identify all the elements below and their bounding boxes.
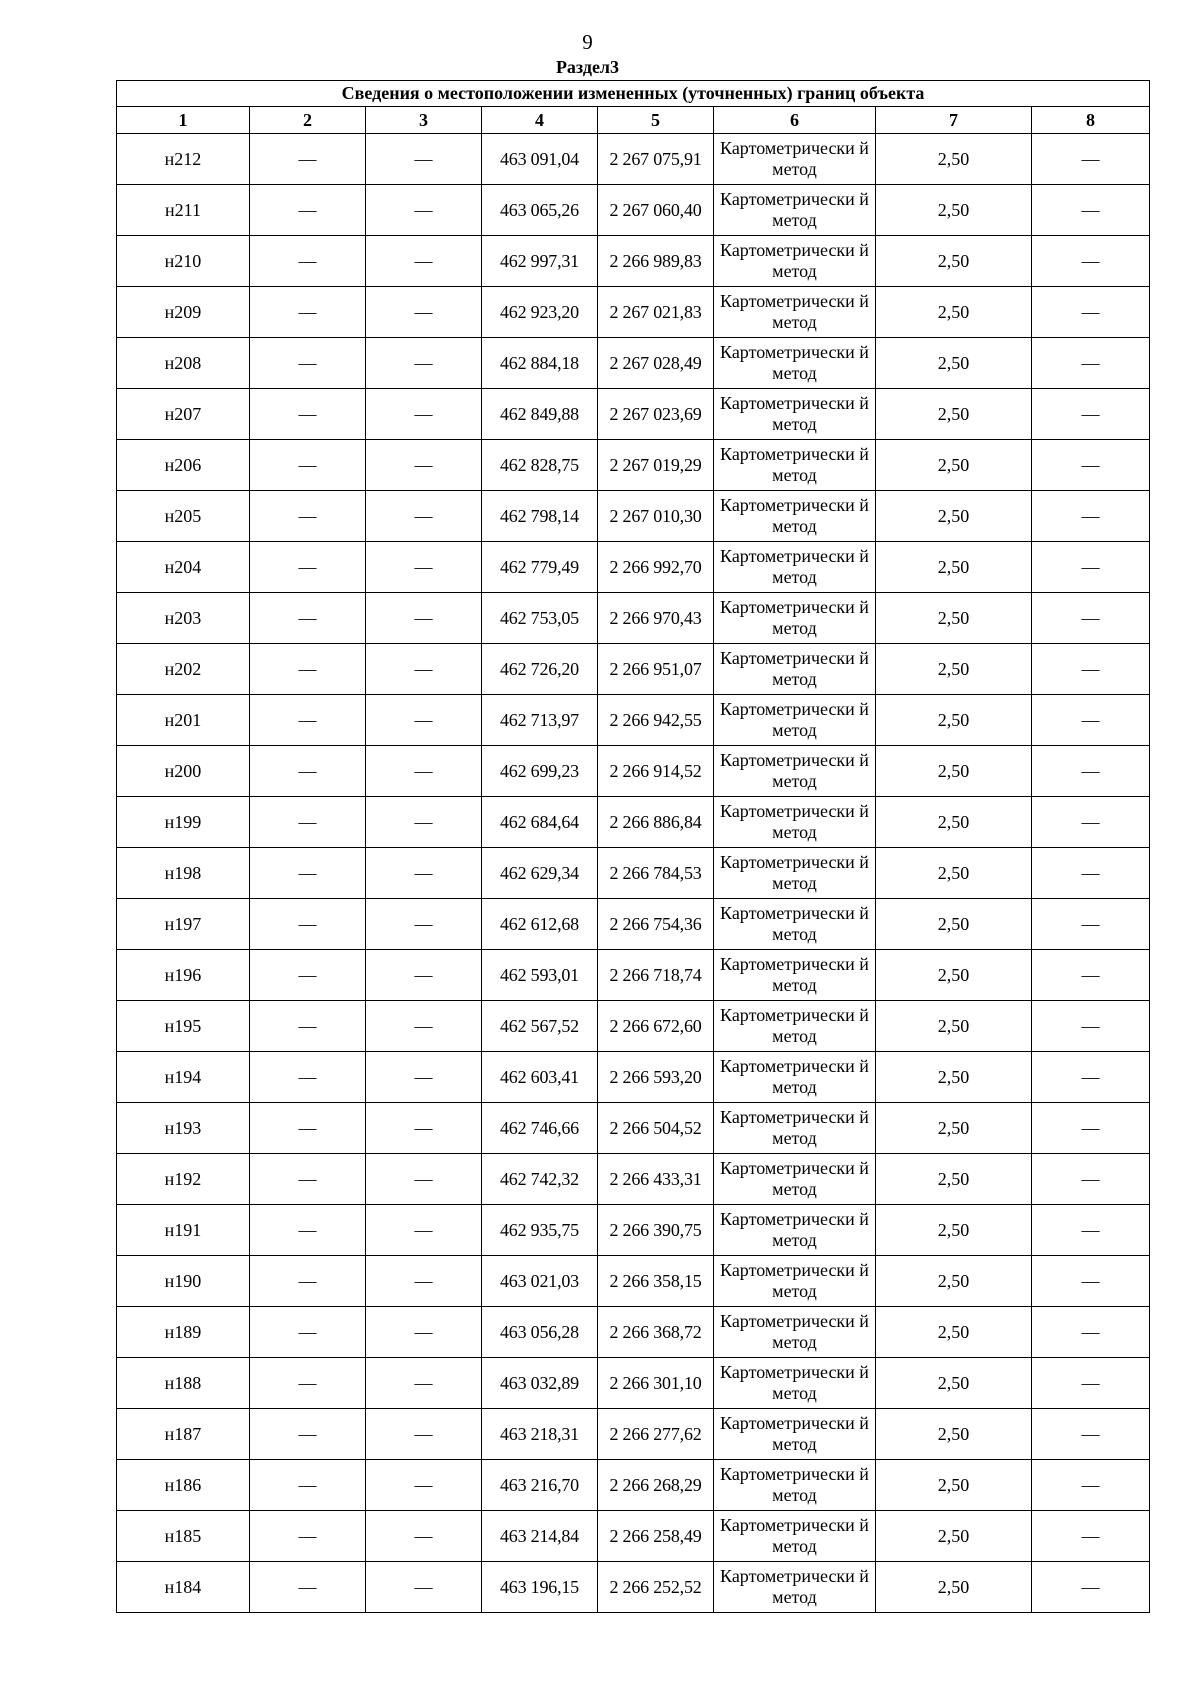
accuracy-cell: 2,50 (876, 236, 1032, 287)
coordinate-x-cell: 462 753,05 (482, 593, 598, 644)
dash-cell: — (250, 593, 366, 644)
dash-cell: — (1032, 644, 1150, 695)
coordinate-y-cell: 2 266 593,20 (598, 1052, 714, 1103)
dash-cell: — (366, 950, 482, 1001)
accuracy-cell: 2,50 (876, 1307, 1032, 1358)
dash-cell: — (1032, 1052, 1150, 1103)
dash-cell: — (366, 1001, 482, 1052)
dash-cell: — (366, 1256, 482, 1307)
dash-cell: — (1032, 236, 1150, 287)
dash-cell: — (1032, 287, 1150, 338)
dash-cell: — (250, 848, 366, 899)
dash-cell: — (366, 1154, 482, 1205)
point-id-cell: н198 (117, 848, 250, 899)
dash-cell: — (366, 1307, 482, 1358)
dash-cell: — (250, 1511, 366, 1562)
dash-cell: — (250, 338, 366, 389)
method-cell: Картометрически й метод (714, 1511, 876, 1562)
dash-cell: — (250, 797, 366, 848)
column-header: 1 (117, 107, 250, 134)
dash-cell: — (1032, 899, 1150, 950)
accuracy-cell: 2,50 (876, 134, 1032, 185)
dash-cell: — (1032, 695, 1150, 746)
point-id-cell: н187 (117, 1409, 250, 1460)
coordinate-x-cell: 463 032,89 (482, 1358, 598, 1409)
accuracy-cell: 2,50 (876, 1460, 1032, 1511)
dash-cell: — (250, 1256, 366, 1307)
coordinate-x-cell: 463 021,03 (482, 1256, 598, 1307)
coordinate-x-cell: 462 567,52 (482, 1001, 598, 1052)
point-id-cell: н211 (117, 185, 250, 236)
table-row (117, 1358, 1150, 1409)
coordinate-x-cell: 462 593,01 (482, 950, 598, 1001)
coordinate-x-cell: 462 997,31 (482, 236, 598, 287)
table-row (117, 848, 1150, 899)
point-id-cell: н209 (117, 287, 250, 338)
dash-cell: — (366, 1358, 482, 1409)
method-cell: Картометрически й метод (714, 440, 876, 491)
coordinate-x-cell: 462 612,68 (482, 899, 598, 950)
table-row (117, 338, 1150, 389)
table-row (117, 542, 1150, 593)
coordinate-x-cell: 462 935,75 (482, 1205, 598, 1256)
method-cell: Картометрически й метод (714, 287, 876, 338)
coordinate-y-cell: 2 267 028,49 (598, 338, 714, 389)
column-header: 5 (598, 107, 714, 134)
dash-cell: — (366, 1052, 482, 1103)
dash-cell: — (1032, 1511, 1150, 1562)
dash-cell: — (250, 1409, 366, 1460)
point-id-cell: н188 (117, 1358, 250, 1409)
point-id-cell: н208 (117, 338, 250, 389)
coordinate-y-cell: 2 266 258,49 (598, 1511, 714, 1562)
method-cell: Картометрически й метод (714, 746, 876, 797)
table-caption-row (117, 81, 1150, 107)
dash-cell: — (1032, 1205, 1150, 1256)
coordinate-x-cell: 462 828,75 (482, 440, 598, 491)
coordinate-x-cell: 463 214,84 (482, 1511, 598, 1562)
boundary-coordinates-table (116, 80, 1150, 1613)
column-header: 7 (876, 107, 1032, 134)
coordinate-y-cell: 2 266 992,70 (598, 542, 714, 593)
dash-cell: — (366, 185, 482, 236)
dash-cell: — (1032, 1409, 1150, 1460)
point-id-cell: н190 (117, 1256, 250, 1307)
coordinate-y-cell: 2 266 252,52 (598, 1562, 714, 1613)
method-cell: Картометрически й метод (714, 695, 876, 746)
table-caption: Сведения о местоположении измененных (уточненных) границ объекта (117, 81, 1150, 107)
accuracy-cell: 2,50 (876, 287, 1032, 338)
accuracy-cell: 2,50 (876, 797, 1032, 848)
dash-cell: — (1032, 593, 1150, 644)
coordinate-y-cell: 2 267 023,69 (598, 389, 714, 440)
dash-cell: — (1032, 185, 1150, 236)
method-cell: Картометрически й метод (714, 1409, 876, 1460)
coordinate-y-cell: 2 266 358,15 (598, 1256, 714, 1307)
dash-cell: — (250, 1460, 366, 1511)
coordinate-y-cell: 2 267 019,29 (598, 440, 714, 491)
point-id-cell: н194 (117, 1052, 250, 1103)
coordinate-y-cell: 2 266 433,31 (598, 1154, 714, 1205)
accuracy-cell: 2,50 (876, 1154, 1032, 1205)
dash-cell: — (366, 899, 482, 950)
dash-cell: — (250, 1103, 366, 1154)
accuracy-cell: 2,50 (876, 1256, 1032, 1307)
dash-cell: — (366, 287, 482, 338)
coordinate-y-cell: 2 266 970,43 (598, 593, 714, 644)
table-row (117, 389, 1150, 440)
dash-cell: — (1032, 491, 1150, 542)
dash-cell: — (250, 1154, 366, 1205)
accuracy-cell: 2,50 (876, 644, 1032, 695)
table-row (117, 950, 1150, 1001)
table-row (117, 1154, 1150, 1205)
table-row (117, 1511, 1150, 1562)
dash-cell: — (250, 1358, 366, 1409)
point-id-cell: н202 (117, 644, 250, 695)
method-cell: Картометрически й метод (714, 1205, 876, 1256)
coordinate-y-cell: 2 266 754,36 (598, 899, 714, 950)
dash-cell: — (366, 236, 482, 287)
accuracy-cell: 2,50 (876, 1409, 1032, 1460)
dash-cell: — (366, 389, 482, 440)
coordinate-x-cell: 462 884,18 (482, 338, 598, 389)
dash-cell: — (366, 1562, 482, 1613)
method-cell: Картометрически й метод (714, 797, 876, 848)
dash-cell: — (250, 695, 366, 746)
accuracy-cell: 2,50 (876, 593, 1032, 644)
dash-cell: — (366, 491, 482, 542)
coordinate-x-cell: 462 849,88 (482, 389, 598, 440)
section-title: Раздел3 (555, 57, 620, 77)
dash-cell: — (250, 950, 366, 1001)
dash-cell: — (366, 440, 482, 491)
dash-cell: — (250, 644, 366, 695)
dash-cell: — (366, 746, 482, 797)
point-id-cell: н191 (117, 1205, 250, 1256)
table-row (117, 695, 1150, 746)
dash-cell: — (1032, 338, 1150, 389)
dash-cell: — (1032, 1256, 1150, 1307)
dash-cell: — (1032, 1307, 1150, 1358)
dash-cell: — (250, 440, 366, 491)
dash-cell: — (1032, 950, 1150, 1001)
dash-cell: — (250, 185, 366, 236)
column-header: 2 (250, 107, 366, 134)
coordinate-x-cell: 462 699,23 (482, 746, 598, 797)
column-header: 6 (714, 107, 876, 134)
accuracy-cell: 2,50 (876, 899, 1032, 950)
accuracy-cell: 2,50 (876, 1052, 1032, 1103)
table-row (117, 1562, 1150, 1613)
table-row (117, 1307, 1150, 1358)
point-id-cell: н206 (117, 440, 250, 491)
coordinate-y-cell: 2 266 672,60 (598, 1001, 714, 1052)
method-cell: Картометрически й метод (714, 236, 876, 287)
coordinate-y-cell: 2 267 060,40 (598, 185, 714, 236)
coordinate-x-cell: 462 746,66 (482, 1103, 598, 1154)
table-row (117, 899, 1150, 950)
accuracy-cell: 2,50 (876, 1358, 1032, 1409)
table-row (117, 1256, 1150, 1307)
coordinate-x-cell: 463 216,70 (482, 1460, 598, 1511)
accuracy-cell: 2,50 (876, 185, 1032, 236)
table-row (117, 746, 1150, 797)
coordinate-x-cell: 463 196,15 (482, 1562, 598, 1613)
dash-cell: — (1032, 440, 1150, 491)
method-cell: Картометрически й метод (714, 491, 876, 542)
dash-cell: — (1032, 1154, 1150, 1205)
coordinate-x-cell: 462 726,20 (482, 644, 598, 695)
dash-cell: — (366, 134, 482, 185)
dash-cell: — (1032, 1358, 1150, 1409)
dash-cell: — (1032, 1562, 1150, 1613)
point-id-cell: н200 (117, 746, 250, 797)
dash-cell: — (1032, 746, 1150, 797)
coordinate-y-cell: 2 266 914,52 (598, 746, 714, 797)
point-id-cell: н185 (117, 1511, 250, 1562)
coordinate-x-cell: 462 798,14 (482, 491, 598, 542)
column-number-row (117, 107, 1150, 134)
accuracy-cell: 2,50 (876, 1205, 1032, 1256)
method-cell: Картометрически й метод (714, 899, 876, 950)
coordinate-y-cell: 2 266 886,84 (598, 797, 714, 848)
accuracy-cell: 2,50 (876, 695, 1032, 746)
dash-cell: — (366, 1103, 482, 1154)
point-id-cell: н196 (117, 950, 250, 1001)
dash-cell: — (250, 389, 366, 440)
coordinate-x-cell: 462 713,97 (482, 695, 598, 746)
coordinate-x-cell: 462 684,64 (482, 797, 598, 848)
column-header: 3 (366, 107, 482, 134)
dash-cell: — (250, 236, 366, 287)
coordinate-y-cell: 2 267 010,30 (598, 491, 714, 542)
accuracy-cell: 2,50 (876, 440, 1032, 491)
dash-cell: — (1032, 797, 1150, 848)
coordinate-y-cell: 2 266 390,75 (598, 1205, 714, 1256)
dash-cell: — (366, 593, 482, 644)
coordinate-y-cell: 2 266 268,29 (598, 1460, 714, 1511)
dash-cell: — (250, 899, 366, 950)
page-number: 9 (582, 30, 593, 54)
dash-cell: — (1032, 542, 1150, 593)
coordinate-x-cell: 463 091,04 (482, 134, 598, 185)
dash-cell: — (250, 542, 366, 593)
dash-cell: — (250, 1205, 366, 1256)
point-id-cell: н193 (117, 1103, 250, 1154)
dash-cell: — (1032, 1103, 1150, 1154)
dash-cell: — (250, 1052, 366, 1103)
dash-cell: — (366, 1409, 482, 1460)
column-header: 4 (482, 107, 598, 134)
method-cell: Картометрически й метод (714, 134, 876, 185)
table-row (117, 491, 1150, 542)
method-cell: Картометрически й метод (714, 1256, 876, 1307)
coordinate-x-cell: 462 629,34 (482, 848, 598, 899)
accuracy-cell: 2,50 (876, 1001, 1032, 1052)
dash-cell: — (250, 287, 366, 338)
accuracy-cell: 2,50 (876, 338, 1032, 389)
dash-cell: — (250, 491, 366, 542)
coordinate-x-cell: 462 742,32 (482, 1154, 598, 1205)
method-cell: Картометрически й метод (714, 1460, 876, 1511)
accuracy-cell: 2,50 (876, 1103, 1032, 1154)
method-cell: Картометрически й метод (714, 338, 876, 389)
accuracy-cell: 2,50 (876, 491, 1032, 542)
method-cell: Картометрически й метод (714, 593, 876, 644)
dash-cell: — (250, 746, 366, 797)
table-row (117, 1205, 1150, 1256)
point-id-cell: н201 (117, 695, 250, 746)
method-cell: Картометрически й метод (714, 1358, 876, 1409)
method-cell: Картометрически й метод (714, 185, 876, 236)
method-cell: Картометрически й метод (714, 950, 876, 1001)
dash-cell: — (366, 848, 482, 899)
coordinate-y-cell: 2 266 277,62 (598, 1409, 714, 1460)
point-id-cell: н203 (117, 593, 250, 644)
point-id-cell: н184 (117, 1562, 250, 1613)
table-row (117, 1460, 1150, 1511)
dash-cell: — (250, 134, 366, 185)
coordinate-y-cell: 2 266 718,74 (598, 950, 714, 1001)
table-row (117, 1409, 1150, 1460)
accuracy-cell: 2,50 (876, 848, 1032, 899)
coordinate-x-cell: 463 218,31 (482, 1409, 598, 1460)
dash-cell: — (1032, 389, 1150, 440)
coordinate-y-cell: 2 266 784,53 (598, 848, 714, 899)
dash-cell: — (250, 1562, 366, 1613)
point-id-cell: н186 (117, 1460, 250, 1511)
method-cell: Картометрически й метод (714, 644, 876, 695)
dash-cell: — (1032, 848, 1150, 899)
method-cell: Картометрически й метод (714, 848, 876, 899)
coordinate-y-cell: 2 267 075,91 (598, 134, 714, 185)
table-row (117, 134, 1150, 185)
coordinate-x-cell: 462 923,20 (482, 287, 598, 338)
coordinate-y-cell: 2 266 942,55 (598, 695, 714, 746)
table-row (117, 797, 1150, 848)
point-id-cell: н197 (117, 899, 250, 950)
dash-cell: — (366, 542, 482, 593)
dash-cell: — (1032, 1001, 1150, 1052)
coordinate-y-cell: 2 266 368,72 (598, 1307, 714, 1358)
method-cell: Картометрически й метод (714, 389, 876, 440)
coordinate-y-cell: 2 266 951,07 (598, 644, 714, 695)
table-row (117, 1103, 1150, 1154)
dash-cell: — (250, 1307, 366, 1358)
point-id-cell: н192 (117, 1154, 250, 1205)
table-row (117, 644, 1150, 695)
coordinate-x-cell: 463 065,26 (482, 185, 598, 236)
method-cell: Картометрически й метод (714, 1103, 876, 1154)
dash-cell: — (366, 1511, 482, 1562)
dash-cell: — (366, 644, 482, 695)
point-id-cell: н199 (117, 797, 250, 848)
coordinate-y-cell: 2 267 021,83 (598, 287, 714, 338)
point-id-cell: н195 (117, 1001, 250, 1052)
dash-cell: — (366, 338, 482, 389)
coordinate-y-cell: 2 266 989,83 (598, 236, 714, 287)
accuracy-cell: 2,50 (876, 1562, 1032, 1613)
table-row (117, 185, 1150, 236)
coordinate-y-cell: 2 266 504,52 (598, 1103, 714, 1154)
accuracy-cell: 2,50 (876, 389, 1032, 440)
coordinate-y-cell: 2 266 301,10 (598, 1358, 714, 1409)
dash-cell: — (1032, 134, 1150, 185)
table-row (117, 440, 1150, 491)
method-cell: Картометрически й метод (714, 1562, 876, 1613)
point-id-cell: н212 (117, 134, 250, 185)
method-cell: Картометрически й метод (714, 1154, 876, 1205)
table-body (117, 134, 1150, 1613)
dash-cell: — (366, 1205, 482, 1256)
coordinate-x-cell: 462 779,49 (482, 542, 598, 593)
dash-cell: — (366, 695, 482, 746)
dash-cell: — (366, 1460, 482, 1511)
point-id-cell: н205 (117, 491, 250, 542)
table-row (117, 236, 1150, 287)
method-cell: Картометрически й метод (714, 542, 876, 593)
method-cell: Картометрически й метод (714, 1052, 876, 1103)
method-cell: Картометрически й метод (714, 1307, 876, 1358)
accuracy-cell: 2,50 (876, 950, 1032, 1001)
point-id-cell: н207 (117, 389, 250, 440)
point-id-cell: н204 (117, 542, 250, 593)
dash-cell: — (1032, 1460, 1150, 1511)
accuracy-cell: 2,50 (876, 746, 1032, 797)
table-row (117, 593, 1150, 644)
dash-cell: — (366, 797, 482, 848)
table-row (117, 287, 1150, 338)
table-row (117, 1001, 1150, 1052)
dash-cell: — (250, 1001, 366, 1052)
accuracy-cell: 2,50 (876, 542, 1032, 593)
point-id-cell: н189 (117, 1307, 250, 1358)
coordinate-x-cell: 463 056,28 (482, 1307, 598, 1358)
coordinate-x-cell: 462 603,41 (482, 1052, 598, 1103)
method-cell: Картометрически й метод (714, 1001, 876, 1052)
point-id-cell: н210 (117, 236, 250, 287)
accuracy-cell: 2,50 (876, 1511, 1032, 1562)
column-header: 8 (1032, 107, 1150, 134)
table-row (117, 1052, 1150, 1103)
